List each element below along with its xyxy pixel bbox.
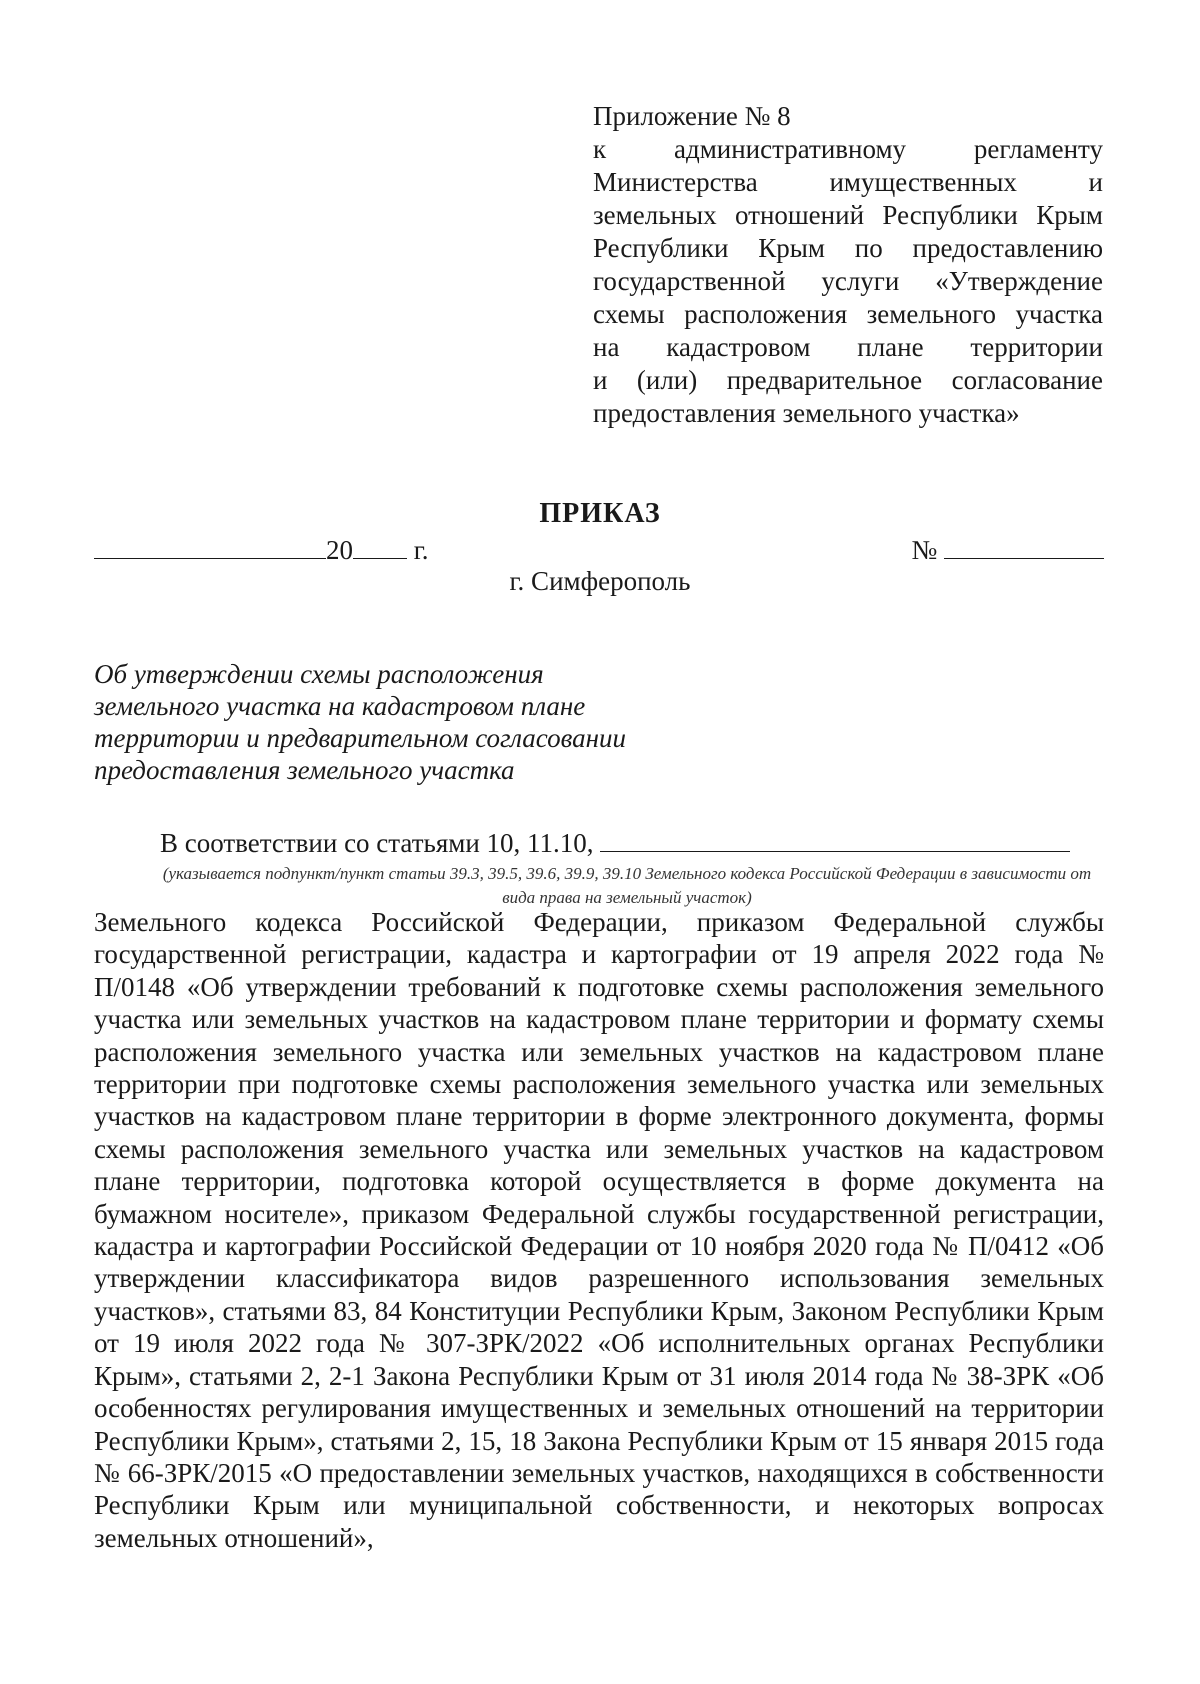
year-prefix: 20 <box>326 535 353 565</box>
city-line: г. Симферополь <box>509 566 691 596</box>
appendix-line: предоставления земельного участка» <box>593 398 1020 428</box>
body-paragraph: Земельного кодекса Российской Федерации, приказом Федеральной службы государственной регистрации, кадастра и картографии от 19 апреля 2022 года № П/0148 «Об утверждении требований к подготовке схемы расположения земельного участка или земельных участков на кадастровом плане территории и формату схемы расположения земельного участка или земельных участков на кадастровом плане территории при подготовке схемы расположения земельного участка или земельных участков на кадастровом плане территории в форме электронного документа, формы схемы расположения земельного участка или земельных участков на кадастровом плане территории, подготовка которой осуществляется в форме документа на бумажном носителе», приказом Федеральной службы государственной регистрации, кадастра и картографии Российской Федерации от 10 ноября 2020 года № П/0412 «Об утверждении классификатора видов разрешенного использования земельных участков», статьями 83, 84 Конституции Республики Крым, Законом Республики Крым от 19 июля 2022 года № 307-ЗРК/2022 «Об исполнительных органах Республики Крым», статьями 2, 2-1 Закона Республики Крым от 31 июля 2014 года № 38-ЗРК «Об особенностях регулирования имущественных и земельных отношений на территории Республики Крым», статьями 2, 15, 18 Закона Республики Крым от 15 января 2015 года № 66-ЗРК/2015 «О предоставлении земельных участков, находящихся в собственности Республики Крым или муниципальной собственности, и некоторых вопросах земельных отношений», <box>94 907 1104 1553</box>
year-suffix: г. <box>413 535 429 565</box>
intro-blank-line <box>600 829 1070 852</box>
appendix-line: Министерства имущественных и <box>593 167 1103 197</box>
appendix-line: Приложение № 8 <box>593 101 791 131</box>
order-subject <box>94 658 714 786</box>
appendix-line: и (или) предварительное согласование <box>593 365 1103 395</box>
appendix-line: земельных отношений Республики Крым <box>593 200 1103 230</box>
intro-text: В соответствии со статьями 10, 11.10, <box>160 828 594 858</box>
number-blank-line <box>944 536 1104 559</box>
appendix-line: схемы расположения земельного участка <box>593 299 1103 329</box>
subject-line: Об утверждении схемы расположения <box>94 659 544 689</box>
date-field <box>94 535 429 566</box>
number-field <box>911 535 1104 566</box>
number-label: № <box>911 535 938 565</box>
subject-line: территории и предварительном согласовании <box>94 723 627 753</box>
appendix-line: на кадастровом плане территории <box>593 332 1103 362</box>
appendix-line: к административному регламенту <box>593 134 1103 164</box>
date-blank-line <box>94 536 326 559</box>
intro-line <box>160 828 1104 859</box>
appendix-line: государственной услуги «Утверждение <box>593 266 1103 296</box>
order-title: ПРИКАЗ <box>539 498 661 529</box>
subject-line: предоставления земельного участка <box>94 755 515 785</box>
appendix-line: Республики Крым по предоставлению <box>593 233 1103 263</box>
subject-line: земельного участка на кадастровом плане <box>94 691 586 721</box>
intro-hint: (указывается подпункт/пункт статьи 39.3, 39.5, 39.6, 39.9, 39.10 Земельного кодекса Российской Федерации в зависимости от вида права на земельный участок) <box>162 864 1092 907</box>
appendix-header <box>593 100 1103 430</box>
year-blank-line <box>353 536 407 559</box>
